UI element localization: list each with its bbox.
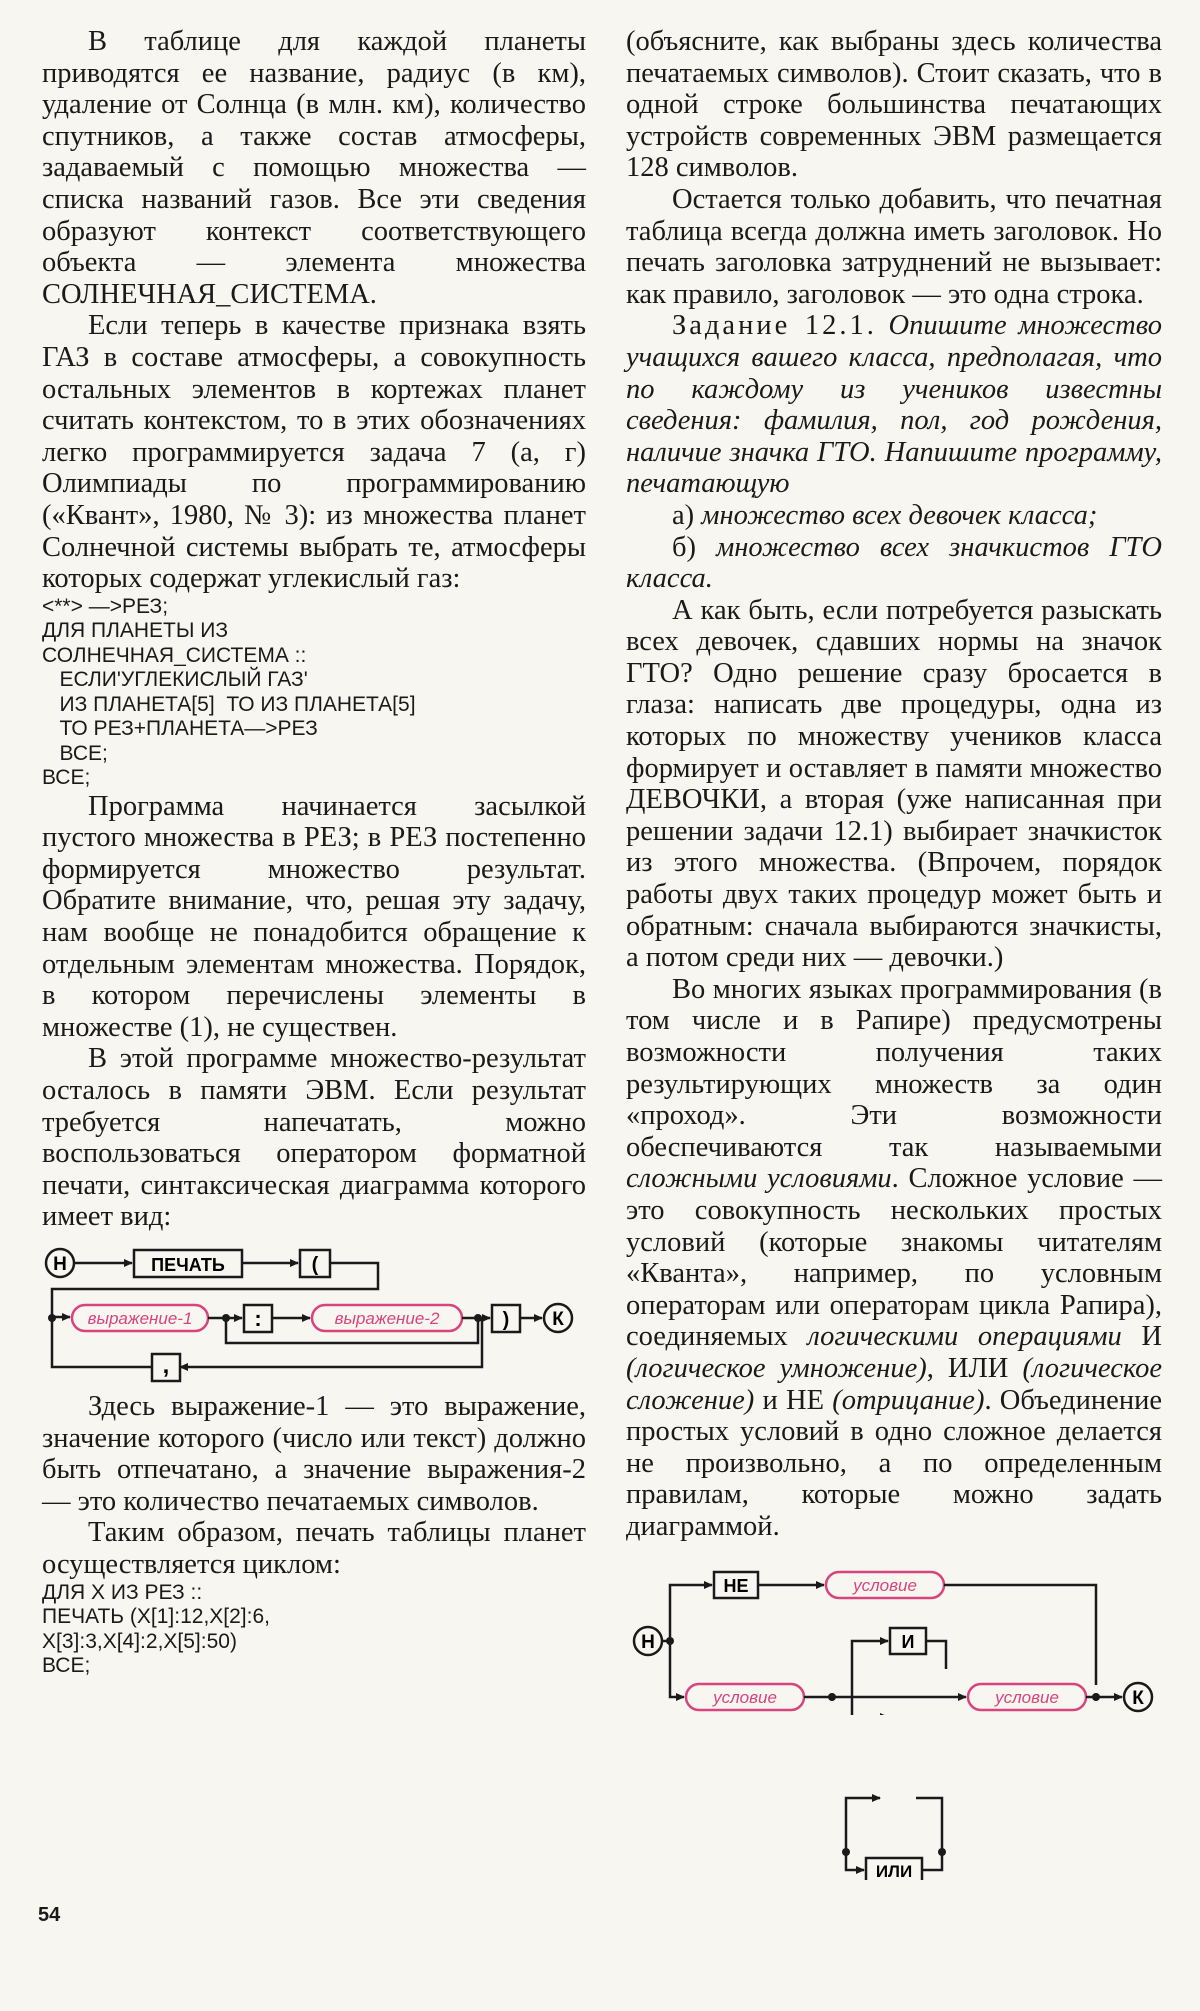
task-item <box>626 532 1162 595</box>
svg-text:выражение-1: выражение-1 <box>87 1309 193 1328</box>
condition-syntax-diagram <box>626 1565 1162 1715</box>
paragraph: (объясните, как выбраны здесь количества печатаемых символов). Стоит сказать, что в одной строке большинства печатающих устройств современных ЭВМ размещается 128 символов. <box>626 26 1162 184</box>
comma-box <box>152 1352 180 1381</box>
svg-text:выражение-2: выражение-2 <box>334 1309 440 1328</box>
task-item <box>626 500 1162 532</box>
paragraph: А как быть, если потребуется разыскать всех девочек, сдавших нормы на значок ГТО? Одно решение сразу бросается в глаза: написать две процедуры, одна из которых по множеству учеников класса формирует и оставляет в памяти множество ДЕВОЧКИ, а вторая (уже написанная при решении задачи 12.1) выбирает значкисток из этого множества. (Впрочем, порядок работы двух таких процедур может быть и обратным: сначала выбираются значкисты, а потом среди них — девочки.) <box>626 594 1162 974</box>
svg-text:ПЕЧАТЬ: ПЕЧАТЬ <box>151 1255 225 1275</box>
task-item-label: а) <box>672 499 695 531</box>
task-item-label: б) <box>672 531 696 563</box>
right-column <box>626 26 1162 1715</box>
svg-text::: : <box>254 1306 262 1331</box>
code-block: ДЛЯ X ИЗ РЕЗ :: ПЕЧАТЬ (X[1]:12,X[2]:6, X[3]:3,X[4]:2,X[5]:50) ВСЕ; <box>42 1580 270 1678</box>
end-node <box>544 1304 572 1332</box>
not-box <box>714 1572 758 1598</box>
right-paren-box <box>492 1305 520 1332</box>
colon-box <box>244 1305 272 1332</box>
condition-oval <box>826 1572 944 1598</box>
print-syntax-diagram <box>42 1243 586 1385</box>
condition-oval <box>968 1684 1086 1710</box>
task-label: Задание 12.1. <box>672 310 877 342</box>
left-paren-box <box>300 1250 330 1277</box>
left-column <box>42 26 586 1679</box>
code-block: <**> —>РЕЗ; ДЛЯ ПЛАНЕТЫ ИЗ СОЛНЕЧНАЯ_СИСТЕМА :: ЕСЛИ'УГЛЕКИСЛЫЙ ГАЗ' ИЗ ПЛАНЕТА[5] ТО ИЗ ПЛАНЕТА[5] ТО РЕЗ+ПЛАНЕТА—>РЕЗ ВСЕ; ВСЕ; <box>42 594 416 790</box>
print-keyword-box <box>134 1250 242 1277</box>
task-item-text: множество всех значкистов ГТО класса. <box>626 531 1162 595</box>
svg-text:условие: условие <box>995 1687 1059 1707</box>
expression-2-oval <box>312 1305 462 1331</box>
svg-text:К: К <box>552 1309 564 1330</box>
svg-text:условие: условие <box>853 1575 917 1595</box>
and-box <box>890 1628 926 1654</box>
end-node <box>1124 1683 1152 1711</box>
paragraph: Таким образом, печать таблицы планет осуществляется циклом: <box>42 1517 586 1580</box>
svg-text:И: И <box>901 1631 915 1652</box>
paragraph: Остается только добавить, что печатная таблица всегда должна иметь заголовок. Но печать заголовка затруднений не вызывает: как правило, заголовок — это одна строка. <box>626 183 1162 310</box>
paragraph: В этой программе множество-результат осталось в памяти ЭВМ. Если результат требуется напечатать, можно воспользоваться оператором форматной печати, синтаксическая диаграмма которого имеет вид: <box>42 1043 586 1233</box>
svg-text:Н: Н <box>641 1631 655 1653</box>
condition-oval <box>686 1684 804 1710</box>
page-number: 54 <box>38 1904 61 1926</box>
paragraph: Программа начинается засылкой пустого множества в РЕЗ; в РЕЗ постепенно формируется множество результат. Обратите внимание, что, решая эту задачу, нам вообще не понадобится обращение к отдельным элементам множества. Порядок, в котором перечислены элементы в множестве (1), не существен. <box>42 790 586 1043</box>
svg-text:условие: условие <box>713 1687 777 1707</box>
svg-text:Н: Н <box>53 1254 67 1275</box>
or-box <box>866 1858 922 1880</box>
task-text: Опишите множество учащихся вашего класса, предполагая, что по каждому из учеников известны сведения: фамилия, пол, год рождения, наличие значка ГТО. Напишите программу, печатающую <box>626 310 1162 500</box>
paragraph: В таблице для каждой планеты приводятся ее название, радиус (в км), удаление от Солнца (в млн. км), количество спутников, а также состав атмосферы, задаваемый с помощью множества — списка названий газов. Все эти сведения образуют контекст соответствующего объекта — элемента множества СОЛНЕЧНАЯ_СИСТЕМА. <box>42 26 586 310</box>
expression-1-oval <box>72 1305 208 1331</box>
svg-text:ИЛИ: ИЛИ <box>875 1862 913 1880</box>
svg-text:,: , <box>162 1352 170 1379</box>
start-node <box>46 1249 74 1277</box>
svg-text:(: ( <box>311 1254 319 1276</box>
paragraph: Здесь выражение-1 — это выражение, значение которого (число или текст) должно быть отпечатано, а значение выражения-2 — это количество печатаемых символов. <box>42 1391 586 1517</box>
paragraph: Если теперь в качестве признака взять ГАЗ в составе атмосферы, а совокупность остальных элементов в кортежах планет считать контекстом, то в этих обозначениях легко программируется задача 7 (а, г) Олимпиады по программированию («Квант», 1980, № 3): из множества планет Солнечной системы выбрать те, атмосферы которых содержат углекислый газ: <box>42 310 586 595</box>
paragraph: Во многих языках программирования (в том числе и в Рапире) предусмотрены возможности получения таких результирующих множеств за один «проход». Эти возможности обеспечиваются так называемыми сложными условиями. Сложное условие — это совокупность нескольких простых условий (которые знакомы читателям «Кванта», например, по условным операторам или операторам цикла Рапира), соединяемых логическими операциями И (логическое умножение), ИЛИ (логическое сложение) и НЕ (отрицание). Объединение простых условий в одно сложное делается не произвольно, а по определенным правилам, которые можно задать диаграммой. <box>626 973 1162 1542</box>
task-item-text: множество всех девочек класса; <box>701 499 1098 531</box>
svg-text:НЕ: НЕ <box>723 1575 749 1596</box>
svg-text:): ) <box>502 1309 510 1331</box>
task-paragraph <box>626 310 1162 500</box>
start-node <box>634 1627 662 1655</box>
logic-ops-block <box>826 1770 1026 1880</box>
svg-text:К: К <box>1132 1687 1144 1709</box>
